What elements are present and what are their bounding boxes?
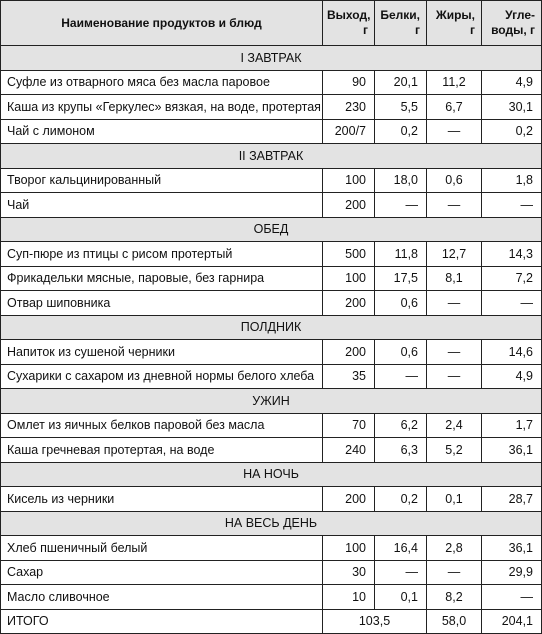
section-title: НА НОЧЬ <box>1 462 542 487</box>
cell-carbs: 14,3 <box>482 242 542 267</box>
table-row <box>1 536 542 561</box>
header-carbs: Угле-воды, г <box>482 1 542 46</box>
table-row <box>1 242 542 267</box>
cell-carbs: 28,7 <box>482 487 542 512</box>
cell-protein: 6,2 <box>375 413 427 438</box>
cell-protein: 0,2 <box>375 119 427 144</box>
cell-protein: 0,6 <box>375 291 427 316</box>
cell-name: Творог кальцинированный <box>1 168 323 193</box>
cell-protein: 0,6 <box>375 340 427 365</box>
cell-carbs: 4,9 <box>482 70 542 95</box>
cell-output: 200/7 <box>323 119 375 144</box>
total-fat: 58,0 <box>427 609 482 634</box>
cell-carbs: 0,2 <box>482 119 542 144</box>
table-row <box>1 291 542 316</box>
cell-output: 90 <box>323 70 375 95</box>
section-title: ОБЕД <box>1 217 542 242</box>
cell-protein: 11,8 <box>375 242 427 267</box>
cell-output: 500 <box>323 242 375 267</box>
section-header-row <box>1 315 542 340</box>
cell-name: Сухарики с сахаром из дневной нормы белого хлеба <box>1 364 323 389</box>
header-fat: Жиры, г <box>427 1 482 46</box>
cell-fat: — <box>427 193 482 218</box>
total-row <box>1 609 542 634</box>
cell-protein: — <box>375 560 427 585</box>
cell-carbs: 36,1 <box>482 536 542 561</box>
table-row <box>1 413 542 438</box>
cell-fat: 0,6 <box>427 168 482 193</box>
section-title: I ЗАВТРАК <box>1 46 542 71</box>
cell-carbs: — <box>482 291 542 316</box>
total-label: ИТОГО <box>1 609 323 634</box>
cell-fat: 0,1 <box>427 487 482 512</box>
cell-name: Чай <box>1 193 323 218</box>
cell-protein: 6,3 <box>375 438 427 463</box>
cell-fat: 2,4 <box>427 413 482 438</box>
cell-carbs: 14,6 <box>482 340 542 365</box>
cell-output: 230 <box>323 95 375 120</box>
section-header-row <box>1 144 542 169</box>
cell-output: 10 <box>323 585 375 610</box>
cell-name: Отвар шиповника <box>1 291 323 316</box>
cell-name: Масло сливочное <box>1 585 323 610</box>
table-row <box>1 585 542 610</box>
cell-name: Каша гречневая протертая, на воде <box>1 438 323 463</box>
cell-name: Суп-пюре из птицы с рисом протертый <box>1 242 323 267</box>
cell-protein: — <box>375 193 427 218</box>
cell-protein: 16,4 <box>375 536 427 561</box>
cell-carbs: 1,8 <box>482 168 542 193</box>
section-header-row <box>1 511 542 536</box>
cell-fat: — <box>427 560 482 585</box>
table-row <box>1 95 542 120</box>
cell-carbs: — <box>482 193 542 218</box>
section-title: УЖИН <box>1 389 542 414</box>
cell-name: Суфле из отварного мяса без масла паровое <box>1 70 323 95</box>
cell-protein: 20,1 <box>375 70 427 95</box>
header-protein: Белки, г <box>375 1 427 46</box>
cell-name: Чай с лимоном <box>1 119 323 144</box>
section-header-row <box>1 462 542 487</box>
table-row <box>1 119 542 144</box>
cell-name: Напиток из сушеной черники <box>1 340 323 365</box>
table-row <box>1 266 542 291</box>
header-output: Выход, г <box>323 1 375 46</box>
cell-protein: 5,5 <box>375 95 427 120</box>
table-body <box>1 46 542 634</box>
header-row <box>1 1 542 46</box>
cell-fat: — <box>427 291 482 316</box>
cell-fat: 8,1 <box>427 266 482 291</box>
cell-carbs: 36,1 <box>482 438 542 463</box>
cell-fat: — <box>427 364 482 389</box>
table-row <box>1 438 542 463</box>
table-row <box>1 487 542 512</box>
section-title: ПОЛДНИК <box>1 315 542 340</box>
cell-fat: 8,2 <box>427 585 482 610</box>
header-name: Наименование продуктов и блюд <box>1 1 323 46</box>
cell-fat: — <box>427 119 482 144</box>
cell-name: Каша из крупы «Геркулес» вязкая, на воде, протертая <box>1 95 323 120</box>
cell-protein: 0,2 <box>375 487 427 512</box>
cell-fat: 2,8 <box>427 536 482 561</box>
cell-output: 200 <box>323 193 375 218</box>
cell-output: 200 <box>323 487 375 512</box>
cell-output: 100 <box>323 168 375 193</box>
cell-name: Фрикадельки мясные, паровые, без гарнира <box>1 266 323 291</box>
cell-carbs: 7,2 <box>482 266 542 291</box>
cell-carbs: — <box>482 585 542 610</box>
cell-name: Хлеб пшеничный белый <box>1 536 323 561</box>
section-title: НА ВЕСЬ ДЕНЬ <box>1 511 542 536</box>
cell-protein: 17,5 <box>375 266 427 291</box>
table-row <box>1 193 542 218</box>
cell-protein: — <box>375 364 427 389</box>
table-row <box>1 364 542 389</box>
cell-output: 200 <box>323 340 375 365</box>
table-row <box>1 340 542 365</box>
section-header-row <box>1 46 542 71</box>
section-title: II ЗАВТРАК <box>1 144 542 169</box>
cell-name: Омлет из яичных белков паровой без масла <box>1 413 323 438</box>
total-protein: 103,5 <box>323 609 427 634</box>
cell-output: 100 <box>323 266 375 291</box>
total-carbs: 204,1 <box>482 609 542 634</box>
cell-output: 200 <box>323 291 375 316</box>
cell-output: 240 <box>323 438 375 463</box>
cell-carbs: 4,9 <box>482 364 542 389</box>
section-header-row <box>1 217 542 242</box>
cell-name: Кисель из черники <box>1 487 323 512</box>
section-header-row <box>1 389 542 414</box>
cell-protein: 18,0 <box>375 168 427 193</box>
cell-name: Сахар <box>1 560 323 585</box>
table-row <box>1 168 542 193</box>
cell-output: 100 <box>323 536 375 561</box>
table-row <box>1 70 542 95</box>
cell-fat: 12,7 <box>427 242 482 267</box>
cell-output: 70 <box>323 413 375 438</box>
cell-fat: 5,2 <box>427 438 482 463</box>
cell-fat: — <box>427 340 482 365</box>
cell-protein: 0,1 <box>375 585 427 610</box>
cell-fat: 6,7 <box>427 95 482 120</box>
table-row <box>1 560 542 585</box>
cell-carbs: 30,1 <box>482 95 542 120</box>
cell-fat: 11,2 <box>427 70 482 95</box>
cell-output: 30 <box>323 560 375 585</box>
cell-output: 35 <box>323 364 375 389</box>
cell-carbs: 29,9 <box>482 560 542 585</box>
cell-carbs: 1,7 <box>482 413 542 438</box>
